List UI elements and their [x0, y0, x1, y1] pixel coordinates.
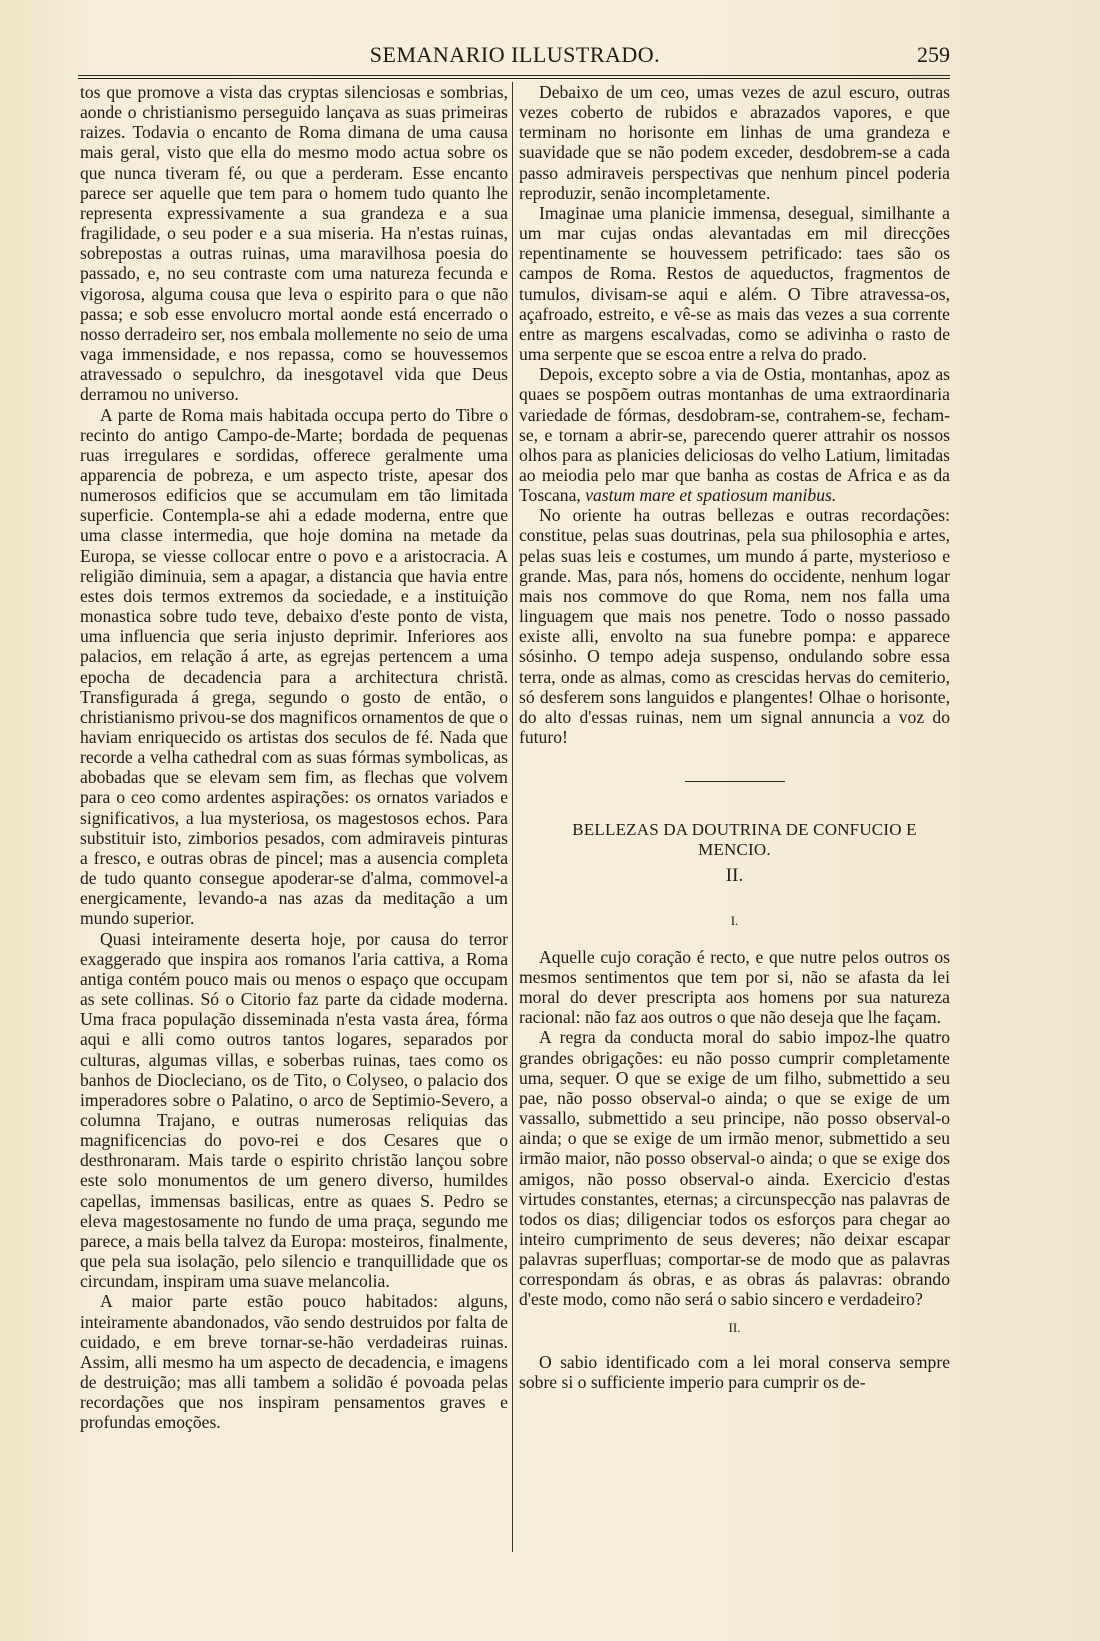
paragraph: Quasi inteiramente deserta hoje, por causa do terror exaggerado que inspira aos romanos l'aria cattiva, a Roma antiga contém pouco mais ou menos o espaço que occupam as sete collinas. Só o Citorio faz parte da cidade moderna. Uma fraca população disseminada n'esta vasta área, fórma aqui e alli como outros tantos logares, separados por culturas, algumas villas, e soberbas ruinas, taes como os banhos de Diocleciano, os de Tito, o Colyseo, o palacio dos imperadores sobre o Palatino, o arco de Septimio-Severo, a columna Trajano, e outras numerosas reliquias das magnificencias do povo-rei e dos Cesares que o desthronaram. Mais tarde o espirito christão lançou sobre este solo monumentos de um genero diverso, humildes capellas, immensas basilicas, entre as quaes S. Pedro se eleva magestosamente no fundo de uma praça, segundo me parece, a mais bella talvez da Europa: mosteiros, finalmente, que pela sua isolação, pelo silencio e tranquillidade que os circundam, inspiram uma suave melancolia. — [80, 928, 508, 1292]
section-number: I. — [730, 912, 739, 928]
column-divider — [512, 82, 513, 1552]
section-rule — [685, 781, 785, 782]
latin-quote: vastum mare et spatiosum manibus. — [585, 485, 837, 506]
paragraph — [519, 364, 950, 505]
paragraph: A regra da conducta moral do sabio impoz-lhe quatro grandes obrigações: eu não posso cumprir completamente uma, sequer. O que se exige de um filho, submettido a seu pae, não posso observal-o ainda; o que se exige de um vassallo, submettido a seu principe, não posso observal-o ainda; o que se exige de um irmão menor, submettido a seu irmão maior, não posso observal-o ainda; o que se exige dos amigos, não posso observal-o ainda. Exercicio d'estas virtudes constantes, eternas; a circunspecção nas palavras de todos os dias; diligenciar todos os esforços para chegar ao inteiro cumprimento de seus deveres; não deixar escapar palavras superfluas; comportar-se de modo que as palavras correspondam ás obras, e as obras ás palavras: obrando d'este modo, como não será o sabio sincero e verdadeiro? — [519, 1027, 950, 1310]
paragraph: A parte de Roma mais habitada occupa perto do Tibre o recinto do antigo Campo-de-Marte; bordada de pequenas ruas irregulares e sordidas, offerece geralmente uma apparencia de pobreza, e um aspecto triste, apesar dos numerosos edificios que se accumulam em tão limitada superficie. Contempla-se ahi a edade moderna, entre que uma classe intermedia, que hoje domina na metade da Europa, se viesse collocar entre o povo e a aristocracia. A religião diminuia, sem a apagar, a distancia que havia entre estes dois termos extremos da sociedade, e a instituição monastica sobre tudo teve, debaixo d'este ponto de vista, uma influencia que seria injusto deprimir. Inferiores aos palacios, em relação á arte, as egrejas pertencem a uma epocha de decadencia para a architectura christã. Transfigurada á grega, segundo o gosto de então, o christianismo privou-se dos magnificos ornamentos de que o haviam enriquecido os artistas dos seculos de fé. Nada que recorde a velha cathedral com as suas fórmas symbolicas, as abobadas que se elevam sem fim, as flechas que volvem para o ceo como ardentes aspirações: os ornatos variados e significativos, a lua mysteriosa, os magestosos echos. Para substituir isto, zimborios pesados, com admiraveis pinturas a fresco, e outras obras de pincel; mas a ausencia completa de tudo quanto consegue apoderar-se d'alma, commovel-a energicamente, levando-a nas azas da meditação a um mundo superior. — [80, 404, 508, 929]
part-number: II. — [725, 865, 744, 887]
article-title: BELLEZAS DA DOUTRINA DE CONFUCIO E MENCIO. — [572, 820, 917, 860]
paragraph: Debaixo de um ceo, umas vezes de azul escuro, outras vezes coberto de rubidos e abrazados vapores, e que terminam no horisonte em linhas de uma grandeza e suavidade que se não podem exceder, desdobrem-se a cada passo admiraveis perspectivas que nenhum pincel poderia reproduzir, senão incompletamente. — [519, 82, 950, 203]
page-header — [80, 38, 950, 78]
paragraph: O sabio identificado com a lei moral conserva sempre sobre si o sufficiente imperio para cumprir os de- — [519, 1351, 950, 1392]
paragraph: tos que promove a vista das cryptas silenciosas e sombrias, aonde o christianismo perseguido lançava as suas primeiras raizes. Todavia o encanto de Roma dimana de uma causa mais geral, visto que ella do mesmo modo actua sobre os que nunca tiveram fé, ou que a perderam. Esse encanto parece ser aquelle que tem para o homem tudo quanto lhe representa expressivamente a sua grandeza e a sua fragilidade, o seu poder e a sua miseria. Ha n'estas ruinas, sobrepostas a outras ruinas, uma maravilhosa poesia do passado, e, no seu contraste com uma natureza fecunda e vigorosa, alguma cousa que leva o espirito para o que não passa; e sob esse envolucro mortal aonde está encerrado o nosso derradeiro ser, nos embala mollemente no seio de uma vaga immensidade, e nos repassa, como se houvessemos atravessado o sepulchro, da inesgotavel vida que Deus derramou no universo. — [80, 82, 508, 405]
header-rule-thin — [78, 78, 950, 79]
running-title: SEMANARIO ILLUSTRADO. — [369, 42, 661, 67]
paragraph-text: Depois, excepto sobre a via de Ostia, montanhas, apoz as quaes se pospõem outras montanhas de uma extraordinaria variedade de fórmas, desdobram-se, contrahem-se, fecham-se, e tornam a abrir-se, parecendo querer attrahir os nossos olhos para as planicies deliciosas do velho Latium, limitadas ao meiodia pelo mar que banha as costas de Africa e as da Toscana, — [519, 364, 950, 506]
header-rule — [78, 75, 950, 76]
left-column — [80, 82, 508, 1432]
right-column — [519, 82, 950, 1392]
section-number: II. — [728, 1319, 741, 1335]
page-number: 259 — [917, 42, 950, 67]
paragraph: Imaginae uma planicie immensa, desegual, similhante a um mar cujas ondas alevantadas em mil direcções repentinamente se houvessem petrificado: taes são os campos de Roma. Restos de aqueductos, fragmentos de tumulos, divisam-se aqui e além. O Tibre atravessa-os, açafroado, estreito, e vê-se as mais das vezes a sua corrente entre as margens escalvadas, como se adivinha o rasto de uma serpente que se escoa entre a relva do prado. — [519, 202, 950, 365]
paragraph: No oriente ha outras bellezas e outras recordações: constitue, pelas suas doutrinas, pela sua philosophia e artes, pelas suas leis e costumes, um mundo á parte, mysterioso e grande. Mas, para nós, homens do occidente, nenhum logar mais nos commove do que Roma, nem nos falla uma linguagem que mais nos penetre. Todo o nosso passado existe alli, envolto na sua funebre pompa: e apparece sósinho. O tempo adeja suspenso, ondulando sobre essa terra, onde as almas, como as crescidas hervas do cemiterio, só desferem sons languidos e plangentes! Olhae o horisonte, do alto d'essas ruinas, nem um signal annuncia a voz do futuro! — [519, 505, 950, 747]
paragraph: Aquelle cujo coração é recto, e que nutre pelos outros os mesmos sentimentos que tem por si, não se afasta da lei moral do dever prescripta aos homens por sua natureza racional: não faz aos outros o que não deseja que lhe façam. — [519, 946, 950, 1028]
paragraph: A maior parte estão pouco habitados: alguns, inteiramente abandonados, vão sendo destruidos por falta de cuidado, e em breve tornar-se-hão verdadeiras ruinas. Assim, alli mesmo ha um aspecto de decadencia, e imagens de destruição; mas alli tambem a solidão é povoada pelas recordações que nos inspiram pensamentos graves e profundas emoções. — [80, 1291, 508, 1433]
